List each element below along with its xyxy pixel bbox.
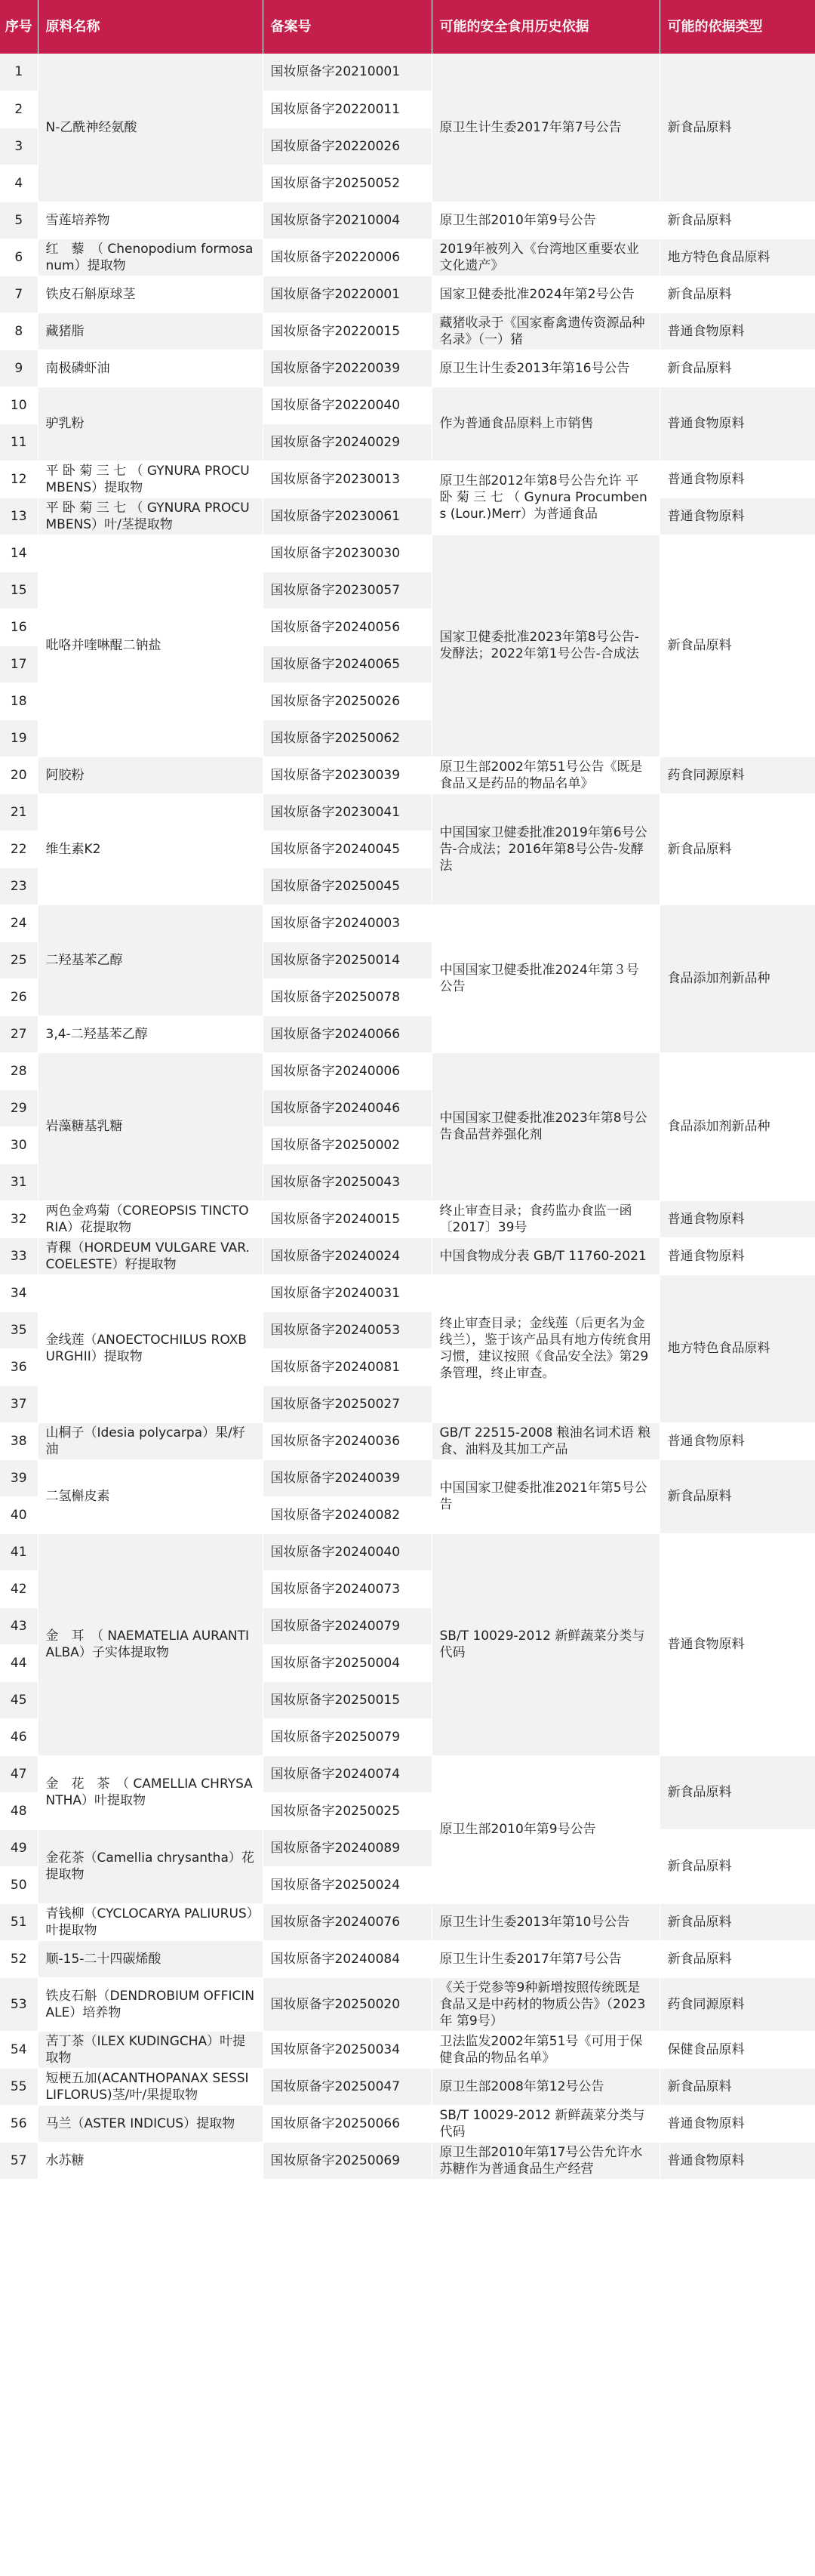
basis-type: 新食品原料: [660, 202, 815, 239]
material-name: 金 花 茶 （ CAMELLIA CHRYSANTHA）叶提取物: [38, 1755, 263, 1829]
row-seq: 16: [0, 609, 38, 646]
safety-basis: 中国国家卫健委批准2023年第8号公告食品营养强化剂: [432, 1052, 660, 1200]
row-seq: 48: [0, 1792, 38, 1829]
material-name: 南极磷虾油: [38, 350, 263, 387]
record-number: 国妆原备字20250026: [263, 683, 432, 719]
record-number: 国妆原备字20220011: [263, 91, 432, 128]
record-number: 国妆原备字20250027: [263, 1385, 432, 1422]
material-name: 金线莲（ANOECTOCHILUS ROXBURGHII）提取物: [38, 1274, 263, 1422]
table-row: [0, 1533, 815, 1570]
record-number: 国妆原备字20250020: [263, 1977, 432, 2031]
material-name: 维生素K2: [38, 793, 263, 904]
safety-basis: GB/T 22515-2008 粮油名词术语 粮食、油料及其加工产品: [432, 1422, 660, 1459]
header-type: 可能的依据类型: [660, 0, 815, 54]
row-seq: 44: [0, 1644, 38, 1681]
table-row: [0, 1755, 815, 1792]
basis-type: 普通食物原料: [660, 498, 815, 535]
material-name: 水苏糖: [38, 2142, 263, 2179]
material-name: 3,4-二羟基苯乙醇: [38, 1015, 263, 1052]
record-number: 国妆原备字20240066: [263, 1015, 432, 1052]
row-seq: 31: [0, 1163, 38, 1200]
record-number: 国妆原备字20240046: [263, 1089, 432, 1126]
record-number: 国妆原备字20230057: [263, 572, 432, 609]
record-number: 国妆原备字20220040: [263, 387, 432, 424]
record-number: 国妆原备字20220001: [263, 276, 432, 313]
table-row: [0, 239, 815, 276]
basis-type: 食品添加剂新品种: [660, 904, 815, 1052]
record-number: 国妆原备字20240065: [263, 646, 432, 683]
row-seq: 18: [0, 683, 38, 719]
table-row: [0, 313, 815, 350]
material-name: 二羟基苯乙醇: [38, 904, 263, 1015]
record-number: 国妆原备字20250004: [263, 1644, 432, 1681]
row-seq: 21: [0, 793, 38, 830]
safety-basis: 原卫生部2002年第51号公告《既是食品又是药品的物品名单》: [432, 756, 660, 793]
record-number: 国妆原备字20240031: [263, 1274, 432, 1311]
basis-type: 药食同源原料: [660, 1977, 815, 2031]
basis-type: 地方特色食品原料: [660, 239, 815, 276]
basis-type: 新食品原料: [660, 350, 815, 387]
row-seq: 3: [0, 128, 38, 165]
material-name: 两色金鸡菊（COREOPSIS TINCTORIA）花提取物: [38, 1200, 263, 1237]
row-seq: 11: [0, 424, 38, 461]
material-name: 青稞（HORDEUM VULGARE VAR. COELESTE）籽提取物: [38, 1237, 263, 1274]
record-number: 国妆原备字20230041: [263, 793, 432, 830]
basis-type: 新食品原料: [660, 1940, 815, 1977]
material-name: 二氢槲皮素: [38, 1459, 263, 1533]
row-seq: 2: [0, 91, 38, 128]
material-name: 顺-15-二十四碳烯酸: [38, 1940, 263, 1977]
basis-type: 普通食物原料: [660, 1200, 815, 1237]
material-name: 平 卧 菊 三 七 （ GYNURA PROCUMBENS）叶/茎提取物: [38, 498, 263, 535]
material-name: 铁皮石斛原球茎: [38, 276, 263, 313]
header-basis: 可能的安全食用历史依据: [432, 0, 660, 54]
safety-basis: 原卫生部2010年第9号公告: [432, 1755, 660, 1903]
table-row: [0, 387, 815, 424]
row-seq: 39: [0, 1459, 38, 1496]
record-number: 国妆原备字20240029: [263, 424, 432, 461]
row-seq: 7: [0, 276, 38, 313]
safety-basis: 原卫生部2012年第8号公告允许 平 卧 菊 三 七 （ Gynura Procumbens (Lour.)Merr）为普通食品: [432, 461, 660, 535]
table-row: [0, 1422, 815, 1459]
record-number: 国妆原备字20250066: [263, 2105, 432, 2142]
table-row: [0, 2031, 815, 2068]
table-row: [0, 1274, 815, 1311]
safety-basis: 中国国家卫健委批准2021年第5号公告: [432, 1459, 660, 1533]
row-seq: 5: [0, 202, 38, 239]
record-number: 国妆原备字20240036: [263, 1422, 432, 1459]
row-seq: 29: [0, 1089, 38, 1126]
row-seq: 46: [0, 1718, 38, 1755]
table-row: [0, 1459, 815, 1496]
header-material: 原料名称: [38, 0, 263, 54]
record-number: 国妆原备字20240084: [263, 1940, 432, 1977]
table-row: [0, 1200, 815, 1237]
table-row: [0, 276, 815, 313]
material-name: 藏猪脂: [38, 313, 263, 350]
row-seq: 12: [0, 461, 38, 498]
material-name: 阿胶粉: [38, 756, 263, 793]
record-number: 国妆原备字20240040: [263, 1533, 432, 1570]
safety-basis: 原卫生计生委2017年第7号公告: [432, 1940, 660, 1977]
table-row: [0, 793, 815, 830]
record-number: 国妆原备字20240045: [263, 830, 432, 867]
material-name: 红 藜 （ Chenopodium formosanum）提取物: [38, 239, 263, 276]
row-seq: 6: [0, 239, 38, 276]
row-seq: 43: [0, 1607, 38, 1644]
row-seq: 25: [0, 941, 38, 978]
material-name: 苦丁茶（ILEX KUDINGCHA）叶提取物: [38, 2031, 263, 2068]
row-seq: 1: [0, 54, 38, 91]
row-seq: 28: [0, 1052, 38, 1089]
record-number: 国妆原备字20240006: [263, 1052, 432, 1089]
record-number: 国妆原备字20250047: [263, 2068, 432, 2105]
record-number: 国妆原备字20230013: [263, 461, 432, 498]
material-name: 平 卧 菊 三 七 （ GYNURA PROCUMBENS）提取物: [38, 461, 263, 498]
record-number: 国妆原备字20240039: [263, 1459, 432, 1496]
record-number: 国妆原备字20250069: [263, 2142, 432, 2179]
basis-type: 新食品原料: [660, 276, 815, 313]
row-seq: 30: [0, 1126, 38, 1163]
table-row: [0, 2142, 815, 2179]
table-row: [0, 1977, 815, 2031]
safety-basis: 原卫生部2008年第12号公告: [432, 2068, 660, 2105]
table-row: [0, 1829, 815, 1866]
record-number: 国妆原备字20250043: [263, 1163, 432, 1200]
material-name: 雪莲培养物: [38, 202, 263, 239]
table-row: [0, 498, 815, 535]
record-number: 国妆原备字20250024: [263, 1866, 432, 1903]
safety-basis: 《关于党参等9种新增按照传统既是食品又是中药材的物质公告》（2023年 第9号）: [432, 1977, 660, 2031]
row-seq: 27: [0, 1015, 38, 1052]
row-seq: 50: [0, 1866, 38, 1903]
material-name: 山桐子（Idesia polycarpa）果/籽油: [38, 1422, 263, 1459]
safety-basis: 原卫生计生委2013年第10号公告: [432, 1903, 660, 1940]
row-seq: 52: [0, 1940, 38, 1977]
safety-basis: SB/T 10029-2012 新鲜蔬菜分类与代码: [432, 1533, 660, 1755]
row-seq: 42: [0, 1570, 38, 1607]
safety-basis: 国家卫健委批准2024年第2号公告: [432, 276, 660, 313]
safety-basis: 中国食物成分表 GB/T 11760-2021: [432, 1237, 660, 1274]
record-number: 国妆原备字20240089: [263, 1829, 432, 1866]
material-name: N-乙酰神经氨酸: [38, 54, 263, 202]
basis-type: 药食同源原料: [660, 756, 815, 793]
material-name: 青钱柳（CYCLOCARYA PALIURUS）叶提取物: [38, 1903, 263, 1940]
record-number: 国妆原备字20230061: [263, 498, 432, 535]
row-seq: 36: [0, 1348, 38, 1385]
record-number: 国妆原备字20230039: [263, 756, 432, 793]
record-number: 国妆原备字20240074: [263, 1755, 432, 1792]
record-number: 国妆原备字20240053: [263, 1311, 432, 1348]
table-row: [0, 350, 815, 387]
table-row: [0, 461, 815, 498]
material-name: 铁皮石斛（DENDROBIUM OFFICINALE）培养物: [38, 1977, 263, 2031]
table-row: [0, 54, 815, 91]
safety-basis: 2019年被列入《台湾地区重要农业文化遗产》: [432, 239, 660, 276]
record-number: 国妆原备字20240073: [263, 1570, 432, 1607]
basis-type: 新食品原料: [660, 793, 815, 904]
row-seq: 8: [0, 313, 38, 350]
table-body: [0, 54, 815, 2179]
record-number: 国妆原备字20240081: [263, 1348, 432, 1385]
row-seq: 49: [0, 1829, 38, 1866]
header-record: 备案号: [263, 0, 432, 54]
basis-type: 普通食物原料: [660, 2142, 815, 2179]
material-name: 金 耳 （ NAEMATELIA AURANTIALBA）子实体提取物: [38, 1533, 263, 1755]
safety-basis: SB/T 10029-2012 新鲜蔬菜分类与代码: [432, 2105, 660, 2142]
record-number: 国妆原备字20250079: [263, 1718, 432, 1755]
basis-type: 新食品原料: [660, 54, 815, 202]
record-number: 国妆原备字20250015: [263, 1681, 432, 1718]
record-number: 国妆原备字20250062: [263, 719, 432, 756]
row-seq: 37: [0, 1385, 38, 1422]
record-number: 国妆原备字20250025: [263, 1792, 432, 1829]
record-number: 国妆原备字20250078: [263, 978, 432, 1015]
basis-type: 普通食物原料: [660, 1237, 815, 1274]
basis-type: 新食品原料: [660, 1829, 815, 1903]
table-row: [0, 2068, 815, 2105]
record-number: 国妆原备字20240056: [263, 609, 432, 646]
row-seq: 55: [0, 2068, 38, 2105]
safety-basis: 作为普通食品原料上市销售: [432, 387, 660, 461]
row-seq: 14: [0, 535, 38, 572]
record-number: 国妆原备字20230030: [263, 535, 432, 572]
safety-basis: 终止审查目录；金线莲（后更名为金线兰），鉴于该产品具有地方传统食用习惯，建议按照《食品安全法》第29条管理，终止审查。: [432, 1274, 660, 1422]
record-number: 国妆原备字20250014: [263, 941, 432, 978]
row-seq: 10: [0, 387, 38, 424]
material-name: 短梗五加(ACANTHOPANAX SESSILIFLORUS)茎/叶/果提取物: [38, 2068, 263, 2105]
row-seq: 22: [0, 830, 38, 867]
header-seq: 序号: [0, 0, 38, 54]
record-number: 国妆原备字20210001: [263, 54, 432, 91]
record-number: 国妆原备字20240079: [263, 1607, 432, 1644]
basis-type: 食品添加剂新品种: [660, 1052, 815, 1200]
record-number: 国妆原备字20220039: [263, 350, 432, 387]
row-seq: 32: [0, 1200, 38, 1237]
record-number: 国妆原备字20240076: [263, 1903, 432, 1940]
basis-type: 普通食物原料: [660, 2105, 815, 2142]
row-seq: 23: [0, 867, 38, 904]
material-name: 岩藻糖基乳糖: [38, 1052, 263, 1200]
record-number: 国妆原备字20240015: [263, 1200, 432, 1237]
row-seq: 19: [0, 719, 38, 756]
table-row: [0, 1052, 815, 1089]
record-number: 国妆原备字20240082: [263, 1496, 432, 1533]
row-seq: 56: [0, 2105, 38, 2142]
table-row: [0, 1237, 815, 1274]
basis-type: 普通食物原料: [660, 461, 815, 498]
safety-basis: 原卫生部2010年第9号公告: [432, 202, 660, 239]
basis-type: 地方特色食品原料: [660, 1274, 815, 1422]
row-seq: 17: [0, 646, 38, 683]
basis-type: 新食品原料: [660, 1903, 815, 1940]
table-row: [0, 756, 815, 793]
record-number: 国妆原备字20250034: [263, 2031, 432, 2068]
record-number: 国妆原备字20250052: [263, 165, 432, 202]
material-name: 吡咯并喹啉醌二钠盐: [38, 535, 263, 756]
row-seq: 9: [0, 350, 38, 387]
record-number: 国妆原备字20210004: [263, 202, 432, 239]
row-seq: 54: [0, 2031, 38, 2068]
record-number: 国妆原备字20220026: [263, 128, 432, 165]
safety-basis: 国家卫健委批准2023年第8号公告-发酵法；2022年第1号公告-合成法: [432, 535, 660, 756]
table-row: [0, 2105, 815, 2142]
row-seq: 26: [0, 978, 38, 1015]
record-number: 国妆原备字20250002: [263, 1126, 432, 1163]
row-seq: 15: [0, 572, 38, 609]
basis-type: 新食品原料: [660, 2068, 815, 2105]
safety-basis: 原卫生部2010年第17号公告允许水苏糖作为普通食品生产经营: [432, 2142, 660, 2179]
row-seq: 24: [0, 904, 38, 941]
basis-type: 普通食物原料: [660, 313, 815, 350]
row-seq: 34: [0, 1274, 38, 1311]
row-seq: 40: [0, 1496, 38, 1533]
basis-type: 普通食物原料: [660, 387, 815, 461]
row-seq: 53: [0, 1977, 38, 2031]
row-seq: 47: [0, 1755, 38, 1792]
basis-type: 新食品原料: [660, 535, 815, 756]
row-seq: 45: [0, 1681, 38, 1718]
material-name: 马兰（ASTER INDICUS）提取物: [38, 2105, 263, 2142]
basis-type: 普通食物原料: [660, 1422, 815, 1459]
record-number: 国妆原备字20240024: [263, 1237, 432, 1274]
safety-basis: 原卫生计生委2013年第16号公告: [432, 350, 660, 387]
record-number: 国妆原备字20240003: [263, 904, 432, 941]
table-row: [0, 904, 815, 941]
row-seq: 38: [0, 1422, 38, 1459]
safety-basis: 终止审查目录；食药监办食监一函〔2017〕39号: [432, 1200, 660, 1237]
basis-type: 新食品原料: [660, 1459, 815, 1533]
row-seq: 33: [0, 1237, 38, 1274]
safety-basis: 中国国家卫健委批准2019年第6号公告-合成法；2016年第8号公告-发酵法: [432, 793, 660, 904]
basis-type: 保健食品原料: [660, 2031, 815, 2068]
basis-type: 新食品原料: [660, 1755, 815, 1829]
record-number: 国妆原备字20220015: [263, 313, 432, 350]
table-row: [0, 1940, 815, 1977]
safety-basis: 原卫生计生委2017年第7号公告: [432, 54, 660, 202]
row-seq: 13: [0, 498, 38, 535]
table-header: [0, 0, 815, 54]
row-seq: 4: [0, 165, 38, 202]
row-seq: 20: [0, 756, 38, 793]
basis-type: 普通食物原料: [660, 1533, 815, 1755]
table-row: [0, 535, 815, 572]
row-seq: 57: [0, 2142, 38, 2179]
material-name: 金花茶（Camellia chrysantha）花提取物: [38, 1829, 263, 1903]
safety-basis: 卫法监发2002年第51号《可用于保健食品的物品名单》: [432, 2031, 660, 2068]
row-seq: 41: [0, 1533, 38, 1570]
table-row: [0, 202, 815, 239]
safety-basis: 藏猪收录于《国家畜禽遗传资源品种名录》（一）猪: [432, 313, 660, 350]
material-name: 驴乳粉: [38, 387, 263, 461]
row-seq: 51: [0, 1903, 38, 1940]
safety-basis: 中国国家卫健委批准2024年第３号公告: [432, 904, 660, 1052]
table-row: [0, 1903, 815, 1940]
row-seq: 35: [0, 1311, 38, 1348]
record-number: 国妆原备字20220006: [263, 239, 432, 276]
record-number: 国妆原备字20250045: [263, 867, 432, 904]
